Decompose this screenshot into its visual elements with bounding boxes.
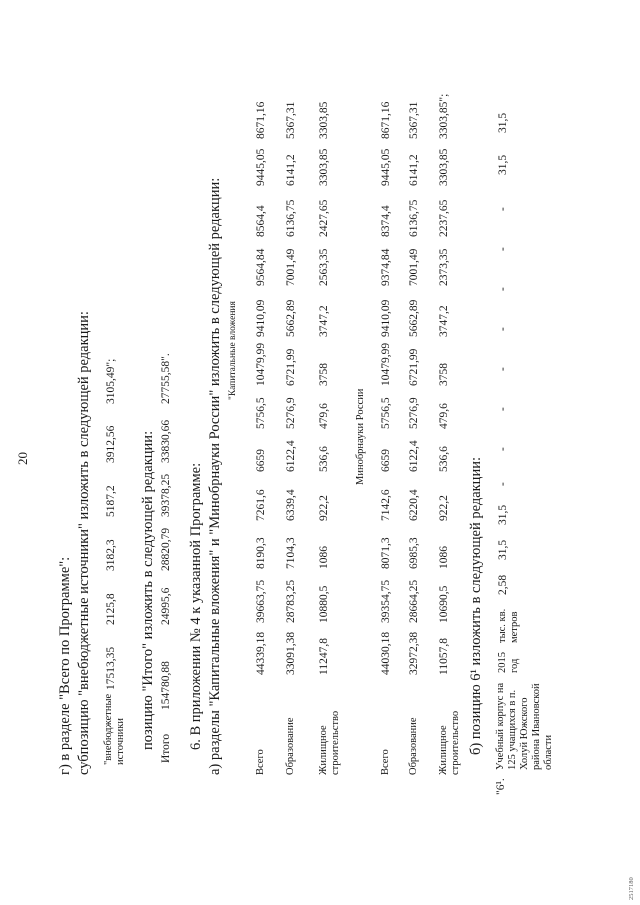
ministry-value: 5662,89 xyxy=(408,299,420,337)
ministry-value: 5367,31 xyxy=(408,101,420,139)
ministry-value: 6141,2 xyxy=(408,154,420,186)
capital-value: 8671,16 xyxy=(255,101,267,139)
pos61-value: - xyxy=(497,367,509,371)
ministry-value: 479,6 xyxy=(438,403,450,429)
pos61-value: 31,5 xyxy=(497,154,509,175)
itogo-label: Итого xyxy=(160,733,172,763)
ministry-value: 5276,9 xyxy=(408,397,420,429)
vneb-value: 5187,2 xyxy=(105,485,117,517)
capital-value: 9410,09 xyxy=(255,299,267,337)
itogo-value: 28820,79 xyxy=(160,527,172,571)
itogo-value: 27755,58". xyxy=(160,353,172,404)
pos61-value: - xyxy=(497,247,509,251)
capital-value: 3303,85 xyxy=(318,148,330,186)
capital-value: 6659 xyxy=(255,449,267,472)
capital-value: 7261,6 xyxy=(255,489,267,521)
sub-position-line: субпозицию "внебюджетные источники" изложить в следующей редакции: xyxy=(76,311,92,775)
capital-value: 3758 xyxy=(318,363,330,386)
ministry-value: 7001,49 xyxy=(408,248,420,286)
capital-value: 6721,99 xyxy=(285,348,297,386)
ministry-value: 8671,16 xyxy=(380,101,392,139)
itogo-value: 33830,66 xyxy=(160,419,172,463)
ministry-value: 28664,25 xyxy=(408,579,420,623)
capital-value: 5662,89 xyxy=(285,299,297,337)
ministry-value: 6122,4 xyxy=(408,440,420,472)
pos61-value: - xyxy=(497,327,509,331)
capital-value: 7104,3 xyxy=(285,537,297,569)
pos61-label: Учебный корпус на 125 учащихся в п. Холуй Южского района Ивановской области xyxy=(495,682,554,770)
pos61-unit: тыс. кв. метров xyxy=(497,608,520,643)
ministry-value: 1086 xyxy=(438,546,450,569)
capital-value: 536,6 xyxy=(318,446,330,472)
capital-row-label: Образование xyxy=(285,717,296,775)
capital-value: 28783,25 xyxy=(285,579,297,623)
capital-value: 8190,3 xyxy=(255,537,267,569)
vneb-value: 3105,49"; xyxy=(105,358,117,404)
ministry-value: 7142,6 xyxy=(380,489,392,521)
ministry-value: 8374,4 xyxy=(380,205,392,237)
ministry-value: 922,2 xyxy=(438,495,450,521)
capital-value: 6141,2 xyxy=(285,154,297,186)
ministry-value: 6985,3 xyxy=(408,537,420,569)
itogo-value: 39378,25 xyxy=(160,473,172,517)
pos61-value: - xyxy=(497,447,509,451)
capital-investments-heading: "Капитальные вложения xyxy=(228,301,238,400)
ministry-row-label: Жилищное строительство xyxy=(438,710,461,775)
ministry-value: 6136,75 xyxy=(408,199,420,237)
ministry-value: 32972,38 xyxy=(408,631,420,675)
capital-value: 9445,05 xyxy=(255,148,267,186)
section-6-heading: 6. В приложении № 4 к указанной Программе: xyxy=(188,462,204,750)
pos61-value: - xyxy=(497,207,509,211)
ministry-row-label: Образование xyxy=(408,717,419,775)
page-number: 20 xyxy=(15,452,30,465)
vneb-value: 3182,3 xyxy=(105,539,117,571)
ministry-value: 44030,18 xyxy=(380,631,392,675)
capital-value: 6136,75 xyxy=(285,199,297,237)
capital-value: 6339,4 xyxy=(285,489,297,521)
capital-value: 479,6 xyxy=(318,403,330,429)
capital-value: 922,2 xyxy=(318,495,330,521)
capital-value: 1086 xyxy=(318,546,330,569)
capital-value: 11247,8 xyxy=(318,638,330,675)
pos61-value: - xyxy=(497,287,509,291)
capital-row-label: Всего xyxy=(255,749,266,775)
ministry-value: 2237,65 xyxy=(438,199,450,237)
footer-code: 2517180 xyxy=(628,877,635,900)
ministry-value: 6721,99 xyxy=(408,348,420,386)
item-b-heading: б) позицию 6¹ изложить в следующей редакции: xyxy=(468,457,484,755)
vneb-label: "внебюджетные источники xyxy=(103,693,126,765)
capital-value: 3303,85 xyxy=(318,101,330,139)
pos61-capacity: 2,58 xyxy=(497,574,509,595)
capital-value: 10880,5 xyxy=(318,585,330,623)
ministry-value: 11057,8 xyxy=(438,638,450,675)
ministry-value: 10690,5 xyxy=(438,585,450,623)
capital-value: 39663,75 xyxy=(255,579,267,623)
vneb-value: 17513,35 xyxy=(105,646,117,690)
ministry-value: 3303,85"; xyxy=(438,93,450,139)
pos61-value: 31,5 xyxy=(497,112,509,133)
ministry-value: 5756,5 xyxy=(380,397,392,429)
capital-value: 3747,2 xyxy=(318,305,330,337)
capital-value: 9564,84 xyxy=(255,248,267,286)
ministry-value: 9374,84 xyxy=(380,248,392,286)
item-g-heading: г) в разделе "Всего по Программе": xyxy=(57,556,73,775)
ministry-value: 8071,3 xyxy=(380,537,392,569)
ministry-value: 10479,99 xyxy=(380,342,392,386)
pos61-value: 31,5 xyxy=(497,539,509,560)
pos61-year: 2015 год xyxy=(497,652,520,673)
capital-value: 6122,4 xyxy=(285,440,297,472)
itogo-position-line: позицию "Итого" изложить в следующей редакции: xyxy=(140,430,156,750)
ministry-value: 3303,85 xyxy=(438,148,450,186)
capital-value: 5276,9 xyxy=(285,397,297,429)
ministry-value: 3747,2 xyxy=(438,305,450,337)
ministry-heading: Минобрнауки России xyxy=(355,388,366,485)
ministry-value: 9445,05 xyxy=(380,148,392,186)
ministry-value: 9410,09 xyxy=(380,299,392,337)
pos61-number: "6¹. xyxy=(495,778,507,795)
pos61-value: 31,5 xyxy=(497,504,509,525)
capital-value: 33091,38 xyxy=(285,631,297,675)
ministry-value: 39354,75 xyxy=(380,579,392,623)
ministry-value: 2373,35 xyxy=(438,248,450,286)
ministry-value: 6659 xyxy=(380,449,392,472)
ministry-value: 6220,4 xyxy=(408,489,420,521)
item-a-heading: а) разделы "Капитальные вложения" и "Минобрнауки России" изложить в следующей редакции: xyxy=(207,177,223,775)
capital-row-label: Жилищное строительство xyxy=(318,710,341,775)
capital-value: 2563,35 xyxy=(318,248,330,286)
ministry-value: 3758 xyxy=(438,363,450,386)
capital-value: 8564,4 xyxy=(255,205,267,237)
capital-value: 2427,65 xyxy=(318,199,330,237)
capital-value: 5756,5 xyxy=(255,397,267,429)
pos61-value: - xyxy=(497,407,509,411)
capital-value: 5367,31 xyxy=(285,101,297,139)
vneb-value: 2125,8 xyxy=(105,593,117,625)
itogo-value: 24995,6 xyxy=(160,587,172,625)
ministry-value: 536,6 xyxy=(438,446,450,472)
capital-value: 7001,49 xyxy=(285,248,297,286)
itogo-value: 154780,88 xyxy=(160,661,172,710)
vneb-value: 3912,56 xyxy=(105,425,117,463)
capital-value: 10479,99 xyxy=(255,342,267,386)
capital-value: 44339,18 xyxy=(255,631,267,675)
pos61-value: - xyxy=(497,482,509,486)
ministry-row-label: Всего xyxy=(380,749,391,775)
